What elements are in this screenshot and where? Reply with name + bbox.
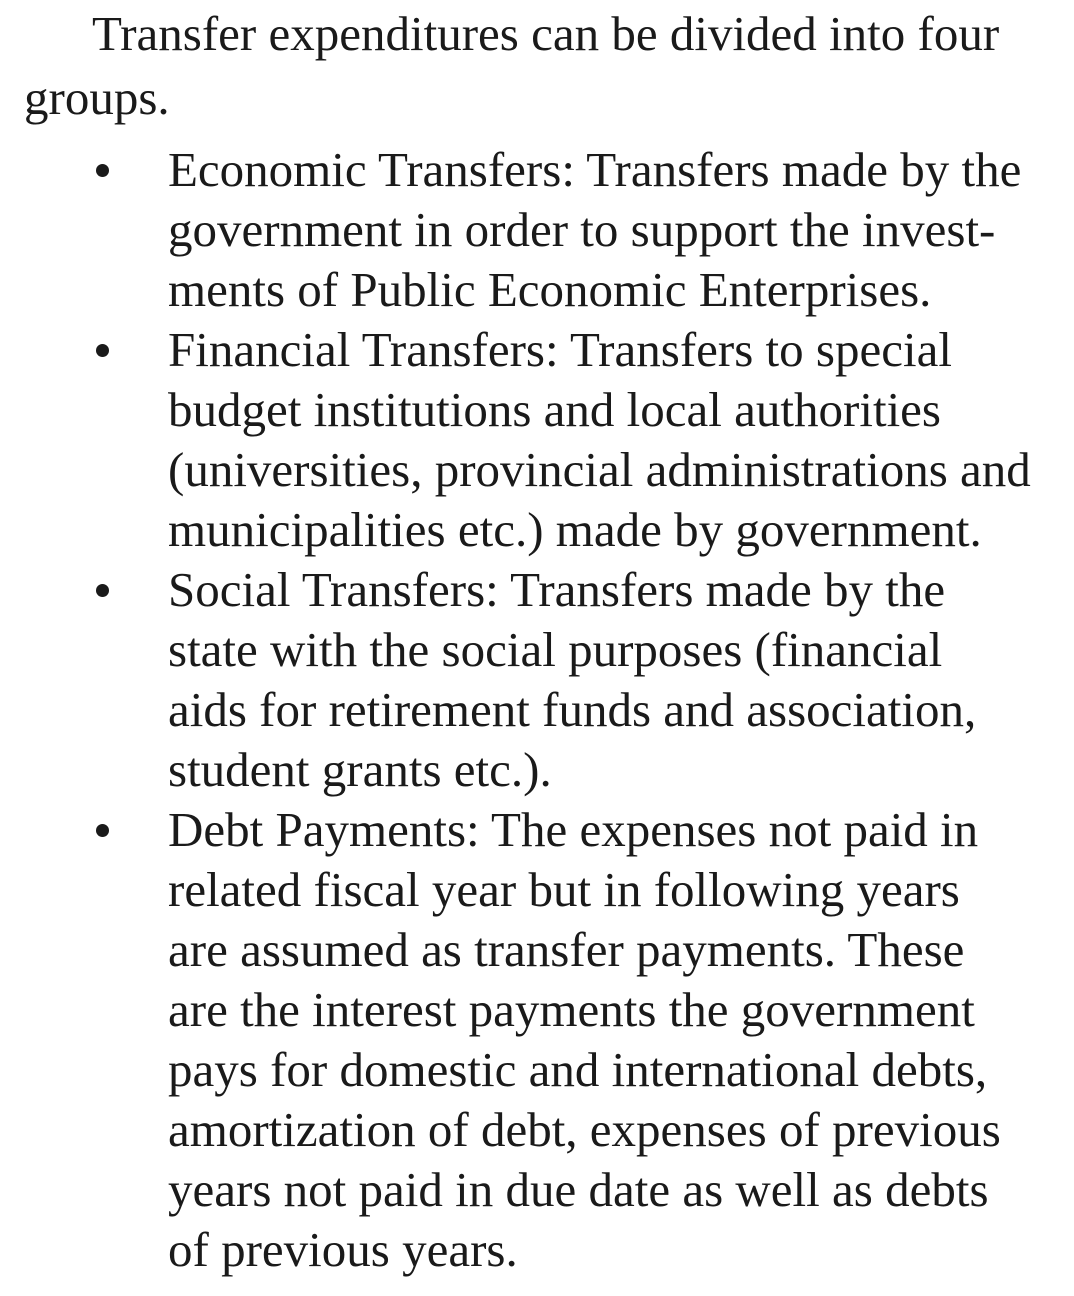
list-item-line: Social Transfers: Transfers made by the (168, 562, 946, 617)
list-item-line: municipalities etc.) made by government. (168, 502, 982, 557)
list-item-line: (universities, provincial administrations and (168, 442, 1031, 497)
list-item-line: ments of Public Economic Enterprises. (168, 262, 932, 317)
list-item-line: aids for retirement funds and association, (168, 682, 977, 737)
list-item-line: years not paid in due date as well as debts (168, 1162, 989, 1217)
list-item-line: pays for domestic and international debts, (168, 1042, 988, 1097)
list-item-line: Financial Transfers: Transfers to special (168, 322, 952, 377)
bullet-icon (96, 164, 109, 177)
list-item-line: related fiscal year but in following years (168, 862, 960, 917)
list-item-line: of previous years. (168, 1222, 518, 1277)
list-item-line: are the interest payments the government (168, 982, 975, 1037)
intro-line: Transfer expenditures can be divided into four (92, 6, 1000, 61)
list-item-line: are assumed as transfer payments. These (168, 922, 965, 977)
list-item-line: state with the social purposes (financial (168, 622, 943, 677)
bullet-icon (96, 344, 109, 357)
intro-line: groups. (24, 70, 170, 125)
list-item-line: student grants etc.). (168, 742, 552, 797)
list-item-line: Economic Transfers: Transfers made by the (168, 142, 1022, 197)
list-item-line: budget institutions and local authorities (168, 382, 941, 437)
bullet-icon (96, 824, 109, 837)
bullet-icon (96, 584, 109, 597)
list-item-line: Debt Payments: The expenses not paid in (168, 802, 979, 857)
list-item-line: government in order to support the invest- (168, 202, 996, 257)
list-item-line: amortization of debt, expenses of previous (168, 1102, 1001, 1157)
